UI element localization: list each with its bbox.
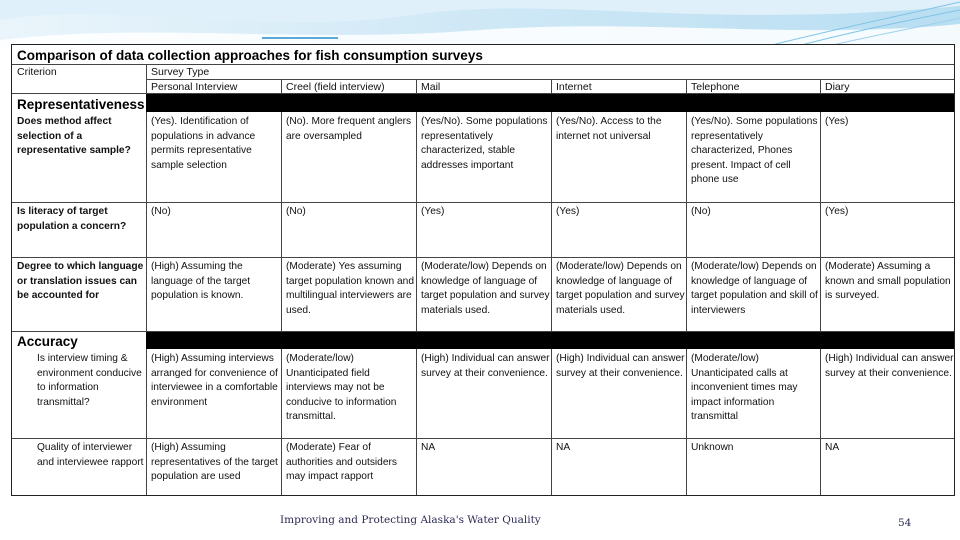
table-cell: NA (825, 442, 840, 453)
criterion-cell: Quality of interviewer and interviewee rapport (37, 442, 144, 468)
table-cell: (Moderate) Yes assuming target population known and multilingual interviewers are used. (286, 261, 415, 316)
criterion-cell: Degree to which language or translation issues can be accounted for (17, 261, 144, 302)
table-cell: (No) (691, 206, 711, 217)
table-cell: (Moderate/low) Depends on knowledge of language of target population and survey materials used. (556, 261, 685, 316)
criterion-cell: Is literacy of target population a concern? (17, 206, 127, 232)
column-header-internet: Internet (556, 81, 592, 93)
section-label-representativeness: Representativeness (17, 97, 145, 112)
table-cell: (Moderate) Assuming a known and small population is surveyed. (825, 261, 951, 302)
page-number: 54 (898, 517, 912, 529)
column-header-diary: Diary (825, 81, 850, 93)
criterion-cell: Does method affect selection of a representative sample? (17, 116, 131, 157)
section-bar (146, 332, 954, 349)
survey-type-header: Survey Type (151, 66, 210, 78)
table-cell: (Yes/No). Some populations representatively characterized, Phones present. Impact of cell phone use (691, 116, 818, 186)
header-banner (0, 0, 960, 48)
table-cell: (No) (286, 206, 306, 217)
column-header-mail: Mail (421, 81, 441, 93)
table-cell: NA (421, 442, 436, 453)
footer-text: Improving and Protecting Alaska's Water Quality (280, 514, 541, 526)
section-bar (146, 94, 954, 112)
banner-wave-graphic (0, 0, 960, 48)
table-cell: (Moderate/low) Unanticipated calls at inconvenient times may impact information transmittal (691, 353, 798, 423)
criterion-header: Criterion (17, 66, 57, 78)
table-cell: NA (556, 442, 571, 453)
table-cell: (Yes). Identification of populations in advance permits representative sample selection (151, 116, 256, 171)
table-title: Comparison of data collection approaches for fish consumption surveys (17, 48, 483, 63)
table-cell: (Moderate/low) Depends on knowledge of language of target population and survey materials used. (421, 261, 550, 316)
comparison-table (11, 44, 955, 496)
column-header-creel: Creel (field interview) (286, 81, 385, 93)
table-cell: (Yes/No). Access to the internet not universal (556, 116, 662, 142)
table-cell: (High) Individual can answer survey at their convenience. (556, 353, 685, 379)
table-cell: (High) Individual can answer survey at their convenience. (825, 353, 954, 379)
column-header-personal-interview: Personal Interview (151, 81, 238, 93)
table-cell: (No). More frequent anglers are oversampled (286, 116, 412, 142)
table-cell: (Yes) (825, 206, 849, 217)
table-cell: (Moderate) Fear of authorities and outsiders may impact rapport (286, 442, 397, 483)
table-cell: (High) Assuming the language of the target population is known. (151, 261, 251, 302)
table-cell: (Yes) (421, 206, 445, 217)
table-cell: (High) Individual can answer survey at their convenience. (421, 353, 550, 379)
table-cell: Unknown (691, 442, 734, 453)
table-cell: (Yes) (825, 116, 849, 127)
table-cell: (Moderate/low) Unanticipated field interviews may not be conducive to information transmittal. (286, 353, 397, 423)
table-cell: (Moderate/low) Depends on knowledge of language of target population and skill of interviewers (691, 261, 818, 316)
column-header-telephone: Telephone (691, 81, 740, 93)
table-cell: (No) (151, 206, 171, 217)
table-cell: (Yes) (556, 206, 580, 217)
section-label-accuracy: Accuracy (17, 334, 78, 349)
table-cell: (High) Assuming representatives of the target population are used (151, 442, 278, 483)
table-cell: (Yes/No). Some populations representatively characterized, stable addresses important (421, 116, 548, 171)
criterion-cell: Is interview timing & environment conducive to information transmittal? (37, 353, 142, 408)
table-cell: (High) Assuming interviews arranged for convenience of interviewee in a comfortable environment (151, 353, 278, 408)
accent-underline (262, 37, 338, 39)
